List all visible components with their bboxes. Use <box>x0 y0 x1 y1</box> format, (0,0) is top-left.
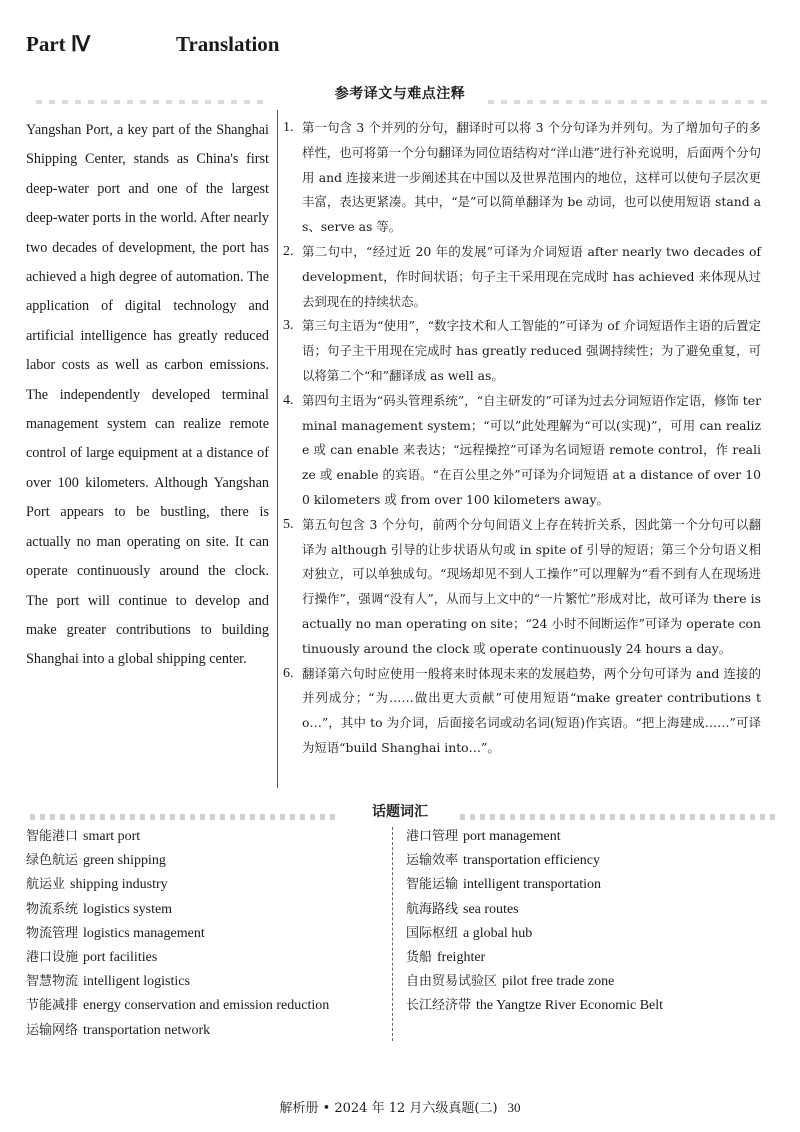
vocab-item <box>406 898 786 922</box>
vocab-item <box>406 873 786 897</box>
vocab-item <box>26 873 386 897</box>
note-number: 2. <box>283 243 294 259</box>
column-divider <box>277 110 278 788</box>
vocab-chinese: 绿色航运 <box>26 853 79 869</box>
vocab-chinese: 物流系统 <box>26 901 79 917</box>
vocab-divider <box>392 827 393 1041</box>
part-label: Part Ⅳ <box>26 32 91 56</box>
vocab-item <box>26 849 386 873</box>
translation-text: Yangshan Port, a key part of the Shanghai Shipping Center, stands as China's first deep-water port and one of the largest deep-water ports in the world. After nearly two decades of development, the port has achieved a high degree of automation. The application of digital technology and artificial intelligence has greatly reduced labor costs as well as carbon emissions. The independently developed terminal management system can realize remote control of large equipment at a distance of over 100 kilometers. Although Yangshan Port appears to be bustling, there is actually no man operating on site. It can operate continuously around the clock. The port will continue to develop and make greater contributions to building Shanghai into a global shipping center. <box>26 122 269 668</box>
vocab-chinese: 航海路线 <box>406 901 459 917</box>
vocab-english: shipping industry <box>70 877 168 893</box>
vocab-english: transportation efficiency <box>463 853 600 869</box>
vocab-item <box>26 970 386 994</box>
vocab-chinese: 智能港口 <box>26 829 79 844</box>
note-text: 第二句中，“经过近 20 年的发展”可译为介词短语 after nearly two decades of development，作时间状语；句子主干采用现在完成时 has achieved 来体现从过去到现在的持续状态。 <box>302 243 761 309</box>
vocab-chinese: 港口管理 <box>406 829 459 844</box>
vocab-item <box>26 898 386 922</box>
vocab-english: freighter <box>437 950 486 966</box>
footer-text: 解析册 • 2024 年 12 月六级真题(二) <box>279 1101 498 1116</box>
vocab-chinese: 国际枢纽 <box>406 925 459 941</box>
vocab-item <box>406 849 786 873</box>
vocab-chinese: 节能减排 <box>26 998 79 1014</box>
vocab-english: green shipping <box>83 853 166 869</box>
note-text: 第四句主语为“码头管理系统”，“自主研发的”可译为过去分词短语作定语，修饰 terminal management system；“可以”此处理解为“可以(实现)”，可用 can realize 或 can enable 来表达；“远程操控”可译为名词短语 remote control，作 realize 或 enable 的宾语。“在百公里之外”可译为介词短语 at a distance of over 100 kilometers 或 from over 100 kilometers away。 <box>302 392 761 507</box>
vocab-english: port management <box>463 829 561 844</box>
vocab-item <box>406 825 786 849</box>
note-text: 翻译第六句时应使用一般将来时体现未来的发展趋势，两个分句可译为 and 连接的并列成分；“为……做出更大贡献”可使用短语“make greater contributions to…”，其中 to 为介词，后面接名词或动名词(短语)作宾语。“把上海建成……”可译为短语“build Shanghai into…”。 <box>302 665 761 755</box>
vocab-english: smart port <box>83 829 141 844</box>
note-text: 第三句主语为“使用”，“数字技术和人工智能的”可译为 of 介词短语作主语的后置定语；句子主干用现在完成时 has greatly reduced 强调持续性；为了避免重复，可以将第二个“和”翻译成 as well as。 <box>302 318 761 383</box>
note-item <box>283 513 761 662</box>
vocab-chinese: 智慧物流 <box>26 974 79 990</box>
vocab-item <box>406 970 786 994</box>
note-number: 6. <box>283 665 294 681</box>
vocab-chinese: 航运业 <box>26 877 66 893</box>
vocab-item <box>26 994 386 1018</box>
vocab-heading: 话题词汇 <box>372 804 428 820</box>
vocab-chinese: 自由贸易试验区 <box>406 974 498 990</box>
vocab-chinese: 智能运输 <box>406 877 459 893</box>
vocab-item <box>26 1019 386 1043</box>
vocab-item <box>26 946 386 970</box>
note-item <box>283 662 761 761</box>
section-title: Translation <box>176 32 280 56</box>
vocab-english: a global hub <box>463 925 533 941</box>
vocab-item <box>406 994 786 1018</box>
note-number: 4. <box>283 392 294 408</box>
vocab-list-left <box>26 825 386 1043</box>
vocab-english: logistics management <box>83 925 205 941</box>
vocab-english: logistics system <box>83 901 173 917</box>
vocab-english: the Yangtze River Economic Belt <box>476 998 664 1014</box>
vocab-chinese: 运输效率 <box>406 853 459 869</box>
vocab-chinese: 货船 <box>406 950 433 966</box>
note-item <box>283 314 761 388</box>
vocab-chinese: 长江经济带 <box>406 998 472 1014</box>
vocab-item <box>26 922 386 946</box>
note-item <box>283 240 761 314</box>
scan-noise <box>488 100 768 104</box>
note-number: 1. <box>283 120 294 135</box>
vocab-item <box>26 825 386 849</box>
vocab-chinese: 物流管理 <box>26 925 79 941</box>
vocab-english: intelligent transportation <box>463 877 602 893</box>
note-item <box>283 389 761 513</box>
vocab-english: energy conservation and emission reduction <box>83 998 330 1014</box>
vocab-item <box>406 946 786 970</box>
scan-noise <box>36 100 264 104</box>
notes-list <box>283 116 761 761</box>
vocab-english: intelligent logistics <box>83 974 190 990</box>
note-number: 3. <box>283 318 294 334</box>
note-text: 第五句包含 3 个分句，前两个分句间语义上存在转折关系，因此第一个分句可以翻译为 although 引导的让步状语从句或 in spite of 引导的短语；第三个分句语义相对独立，可以单独成句。“现场却见不到人工操作”可以理解为“看不到有人在现场进行操作”，强调“没有人”，从而与上文中的“一片繁忙”形成对比，故可译为 there is actually no man operating on site；“24 小时不间断运作”可译为 operate continuously around the clock 或 operate continuously 24 hours a day。 <box>302 516 761 656</box>
note-text: 第一句含 3 个并列的分句，翻译时可以将 3 个分句译为并列句。为了增加句子的多样性，也可将第一个分句翻译为同位语结构对“洋山港”进行补充说明，后面两个分句用 and 连接来进一步阐述其在中国以及世界范围内的地位，这样可以使句子层次更丰富，表达更紧凑。其中，“是”可以简单翻译为 be 动词，也可以使用短语 stand as、serve as 等。 <box>302 120 761 235</box>
vocab-chinese: 港口设施 <box>26 950 79 966</box>
vocab-chinese: 运输网络 <box>26 1022 79 1038</box>
reference-heading: 参考译文与难点注释 <box>334 86 466 102</box>
note-item <box>283 116 761 240</box>
page-number: 30 <box>507 1100 521 1115</box>
vocab-english: port facilities <box>83 950 158 966</box>
vocab-item <box>406 922 786 946</box>
note-number: 5. <box>283 516 294 532</box>
vocab-english: transportation network <box>83 1022 211 1038</box>
vocab-english: sea routes <box>463 901 519 917</box>
vocab-english: pilot free trade zone <box>502 974 615 990</box>
page-footer <box>0 1097 800 1116</box>
vocab-list-right <box>406 825 786 1019</box>
